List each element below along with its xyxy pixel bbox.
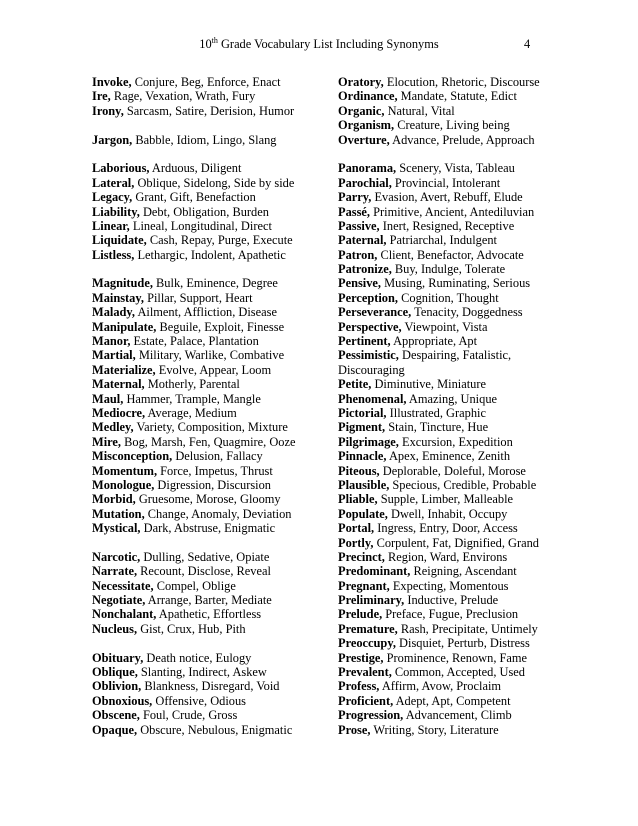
vocab-word: Pigment, — [338, 420, 386, 435]
vocab-synonyms: Arrange, Barter, Mediate — [147, 593, 272, 608]
vocab-entry — [338, 435, 628, 449]
vocab-entry — [338, 176, 628, 190]
vocab-synonyms: Obscure, Nebulous, Enigmatic — [140, 722, 293, 737]
vocab-entry — [338, 233, 628, 247]
vocab-word: Preoccupy, — [338, 636, 396, 651]
vocab-synonyms: Rash, Precipitate, Untimely — [400, 621, 538, 636]
vocab-word: Narcotic, — [92, 549, 141, 564]
vocab-word: Linear, — [92, 218, 130, 233]
vocab-word: Phenomenal, — [338, 391, 407, 406]
vocab-entry — [338, 305, 628, 319]
vocab-word: Laborious, — [92, 161, 150, 176]
vocab-entry — [338, 262, 628, 276]
vocab-entry — [92, 219, 322, 233]
document-title — [0, 37, 638, 52]
vocab-word: Profess, — [338, 679, 380, 694]
vocab-entry — [92, 464, 322, 478]
vocab-synonyms: Estate, Palace, Plantation — [133, 334, 259, 349]
vocab-synonyms: Cognition, Thought — [401, 290, 499, 305]
vocab-word: Parochial, — [338, 175, 392, 190]
vocab-synonyms: Region, Ward, Environs — [388, 549, 508, 564]
vocab-word: Materialize, — [92, 362, 156, 377]
title-text: Grade Vocabulary List Including Synonyms — [217, 37, 439, 51]
vocab-entry — [338, 406, 628, 420]
vocab-synonyms: Advancement, Climb — [405, 708, 512, 723]
page-number: 4 — [524, 37, 531, 51]
vocab-synonyms: Client, Benefactor, Advocate — [380, 247, 524, 262]
vocab-synonyms: Motherly, Parental — [147, 377, 240, 392]
vocab-word: Martial, — [92, 348, 136, 363]
vocab-synonyms: Diminutive, Miniature — [374, 377, 486, 392]
vocab-synonyms: Adept, Apt, Competent — [395, 693, 511, 708]
vocab-word: Progression, — [338, 708, 404, 723]
vocab-synonyms: Lethargic, Indolent, Apathetic — [137, 247, 286, 262]
vocab-synonyms: Disquiet, Perturb, Distress — [399, 636, 530, 651]
vocab-word: Malady, — [92, 305, 136, 320]
vocab-entry — [338, 392, 628, 406]
vocab-synonyms: Despairing, Fatalistic, — [402, 348, 512, 363]
vocab-entry — [338, 161, 628, 175]
vocab-entry — [338, 420, 628, 434]
vocab-synonyms: Bog, Marsh, Fen, Quagmire, Ooze — [124, 434, 296, 449]
vocab-entry — [338, 521, 628, 535]
vocab-synonyms: Death notice, Eulogy — [146, 650, 252, 665]
vocab-synonyms: Primitive, Ancient, Antediluvian — [373, 204, 535, 219]
vocab-entry — [92, 348, 322, 362]
vocab-synonyms: Conjure, Beg, Enforce, Enact — [134, 75, 281, 89]
vocab-entry — [92, 305, 322, 319]
vocab-word: Proficient, — [338, 693, 394, 708]
vocab-synonyms: Mandate, Statute, Edict — [400, 89, 517, 104]
right-vocabulary-column — [338, 75, 628, 737]
vocab-word: Paternal, — [338, 233, 387, 248]
vocab-word: Jargon, — [92, 132, 133, 147]
vocab-entry — [338, 377, 628, 391]
vocab-synonyms: Apathetic, Effortless — [158, 607, 262, 622]
vocab-word: Legacy, — [92, 190, 133, 205]
vocab-word: Obscene, — [92, 708, 140, 723]
vocab-word: Perspective, — [338, 319, 402, 334]
vocab-synonyms: Slanting, Indirect, Askew — [140, 665, 267, 680]
vocab-synonyms: Supple, Limber, Malleable — [380, 492, 514, 507]
vocab-word: Manipulate, — [92, 319, 157, 334]
vocab-synonyms: Ingress, Entry, Door, Access — [377, 521, 518, 536]
vocab-word: Liquidate, — [92, 233, 147, 248]
vocab-word: Parry, — [338, 190, 372, 205]
vocab-entry — [92, 104, 322, 118]
vocab-synonyms: Digression, Discursion — [157, 477, 271, 492]
vocab-synonyms: Rage, Vexation, Wrath, Fury — [113, 89, 256, 104]
vocab-entry — [338, 205, 628, 219]
vocab-synonyms: Babble, Idiom, Lingo, Slang — [135, 132, 277, 147]
vocab-synonyms: Gruesome, Morose, Gloomy — [138, 492, 281, 507]
vocab-entry — [338, 104, 628, 118]
vocab-word: Plausible, — [338, 477, 390, 492]
vocab-synonyms: Provincial, Intolerant — [394, 175, 501, 190]
vocab-synonyms: Writing, Story, Literature — [373, 722, 499, 737]
vocab-entry — [92, 176, 322, 190]
vocab-word: Prevalent, — [338, 665, 392, 680]
vocab-word: Panorama, — [338, 161, 397, 176]
vocab-synonyms: Inert, Resigned, Receptive — [382, 218, 515, 233]
vocab-word: Maul, — [92, 391, 124, 406]
vocab-word: Pliable, — [338, 492, 378, 507]
vocab-word: Magnitude, — [92, 276, 153, 291]
vocab-word: Oratory, — [338, 75, 384, 89]
vocab-entry — [338, 708, 628, 722]
vocab-synonyms: Average, Medium — [147, 405, 237, 420]
vocab-word: Pessimistic, — [338, 348, 399, 363]
vocab-entry — [92, 449, 322, 463]
vocab-entry — [92, 435, 322, 449]
vocab-word: Pinnacle, — [338, 449, 387, 464]
vocab-synonyms: Lineal, Longitudinal, Direct — [132, 218, 272, 233]
vocab-word: Portly, — [338, 535, 374, 550]
vocab-entry — [92, 420, 322, 434]
vocab-entry — [338, 492, 628, 506]
vocab-entry — [338, 636, 628, 650]
vocab-entry — [92, 622, 322, 636]
vocab-word: Opaque, — [92, 722, 138, 737]
left-vocabulary-column — [92, 75, 322, 737]
vocab-synonyms: Inductive, Prelude — [407, 593, 499, 608]
vocab-synonyms: Tenacity, Doggedness — [414, 305, 523, 320]
title-ordinal-suffix: th — [211, 35, 218, 45]
vocab-entry — [92, 392, 322, 406]
vocab-entry — [338, 363, 628, 377]
vocab-word: Pregnant, — [338, 578, 390, 593]
title-number: 10 — [199, 37, 212, 51]
vocab-word: Portal, — [338, 521, 375, 536]
vocab-synonyms: Blankness, Disregard, Void — [144, 679, 280, 694]
vocab-synonyms: Sarcasm, Satire, Derision, Humor — [126, 103, 295, 118]
vocab-entry — [92, 679, 322, 693]
vocab-word: Prelude, — [338, 607, 383, 622]
vocab-entry — [92, 334, 322, 348]
vocab-word: Necessitate, — [92, 578, 154, 593]
vocab-entry — [338, 507, 628, 521]
vocab-entry — [92, 694, 322, 708]
vocab-synonyms: Apex, Eminence, Zenith — [388, 449, 511, 464]
vocab-entry — [338, 118, 628, 132]
vocab-entry — [92, 190, 322, 204]
vocab-synonyms: Compel, Oblige — [156, 578, 236, 593]
vocab-entry — [338, 651, 628, 665]
vocab-word: Oblivion, — [92, 679, 142, 694]
vocab-entry — [338, 464, 628, 478]
vocab-word: Irony, — [92, 103, 124, 118]
vocab-entry — [338, 564, 628, 578]
vocab-word: Mystical, — [92, 521, 141, 536]
vocab-synonyms: Pillar, Support, Heart — [147, 290, 253, 305]
vocab-word: Mutation, — [92, 506, 145, 521]
vocab-word: Premature, — [338, 621, 398, 636]
vocab-synonyms: Natural, Vital — [387, 103, 455, 118]
vocab-word: Momentum, — [92, 463, 158, 478]
vocab-word: Listless, — [92, 247, 135, 262]
vocab-synonyms: Change, Anomaly, Deviation — [147, 506, 292, 521]
vocab-word: Prestige, — [338, 650, 384, 665]
vocab-word: Mediocre, — [92, 405, 146, 420]
vocab-entry — [338, 334, 628, 348]
vocab-entry — [338, 679, 628, 693]
vocab-synonyms: Creature, Living being — [397, 118, 510, 133]
vocab-entry — [92, 579, 322, 593]
vocab-word: Narrate, — [92, 564, 138, 579]
vocab-synonyms: Cash, Repay, Purge, Execute — [149, 233, 293, 248]
vocab-synonyms: Deplorable, Doleful, Morose — [382, 463, 526, 478]
vocab-synonyms: Scenery, Vista, Tableau — [399, 161, 515, 176]
vocab-word: Pertinent, — [338, 334, 391, 349]
vocab-word: Preliminary, — [338, 593, 405, 608]
vocab-synonyms: Evasion, Avert, Rebuff, Elude — [374, 190, 523, 205]
vocab-entry — [338, 248, 628, 262]
vocab-word: Liability, — [92, 204, 140, 219]
vocab-entry — [338, 276, 628, 290]
vocab-synonyms: Appropriate, Apt — [393, 334, 478, 349]
vocab-synonyms: Offensive, Odious — [155, 693, 246, 708]
vocab-synonyms: Elocution, Rhetoric, Discourse — [386, 75, 540, 89]
vocab-entry — [338, 694, 628, 708]
vocab-word: Predominant, — [338, 564, 411, 579]
vocab-synonyms: Stain, Tincture, Hue — [388, 420, 489, 435]
vocab-entry — [338, 550, 628, 564]
vocab-synonyms: Excursion, Expedition — [402, 434, 513, 449]
vocab-synonyms: Debt, Obligation, Burden — [142, 204, 269, 219]
vocab-entry — [92, 406, 322, 420]
vocab-synonyms: Grant, Gift, Benefaction — [135, 190, 256, 205]
vocab-synonyms: Delusion, Fallacy — [175, 449, 263, 464]
vocab-entry — [92, 276, 322, 290]
vocab-entry — [92, 723, 322, 737]
vocab-entry — [338, 133, 628, 147]
vocab-entry — [338, 190, 628, 204]
vocab-entry — [92, 75, 322, 89]
vocab-word: Passé, — [338, 204, 371, 219]
vocab-synonyms: Variety, Composition, Mixture — [136, 420, 288, 435]
vocab-entry — [338, 593, 628, 607]
vocab-entry — [338, 291, 628, 305]
vocab-entry — [92, 161, 322, 175]
vocab-entry — [92, 377, 322, 391]
vocab-synonyms: Advance, Prelude, Approach — [392, 132, 535, 147]
vocab-synonyms: Bulk, Eminence, Degree — [156, 276, 278, 291]
vocab-word: Obituary, — [92, 650, 144, 665]
vocab-entry — [92, 89, 322, 103]
vocab-synonyms: Prominence, Renown, Fame — [386, 650, 528, 665]
vocab-synonyms: Specious, Credible, Probable — [392, 477, 537, 492]
vocab-synonyms: Musing, Ruminating, Serious — [384, 276, 531, 291]
vocab-word: Ire, — [92, 89, 111, 104]
vocab-synonyms: Ailment, Affliction, Disease — [137, 305, 277, 320]
vocab-synonyms: Illustrated, Graphic — [389, 405, 486, 420]
vocab-synonyms: Evolve, Appear, Loom — [158, 362, 272, 377]
vocab-word: Perseverance, — [338, 305, 412, 320]
vocab-entry — [92, 363, 322, 377]
vocab-synonyms: Recount, Disclose, Reveal — [140, 564, 271, 579]
vocab-synonyms: Dulling, Sedative, Opiate — [143, 549, 270, 564]
vocab-word: Mire, — [92, 434, 122, 449]
vocab-entry — [92, 550, 322, 564]
vocab-entry — [92, 607, 322, 621]
vocab-entry — [92, 205, 322, 219]
vocab-word: Overture, — [338, 132, 390, 147]
vocab-word: Morbid, — [92, 492, 136, 507]
vocab-synonyms: Foul, Crude, Gross — [142, 708, 238, 723]
vocab-entry — [338, 723, 628, 737]
vocab-synonyms: Discouraging — [338, 362, 405, 377]
vocab-word: Mainstay, — [92, 290, 144, 305]
vocab-entry — [92, 708, 322, 722]
vocab-word: Passive, — [338, 218, 380, 233]
vocab-entry — [338, 449, 628, 463]
vocab-entry — [338, 478, 628, 492]
vocab-synonyms: Dwell, Inhabit, Occupy — [391, 506, 508, 521]
vocab-word: Lateral, — [92, 175, 135, 190]
vocab-word: Maternal, — [92, 377, 145, 392]
vocab-word: Perception, — [338, 290, 398, 305]
vocab-entry — [92, 593, 322, 607]
vocab-synonyms: Arduous, Diligent — [151, 161, 242, 176]
vocab-synonyms: Expecting, Momentous — [392, 578, 509, 593]
vocab-word: Populate, — [338, 506, 388, 521]
vocab-word: Precinct, — [338, 549, 385, 564]
vocab-synonyms: Hammer, Trample, Mangle — [126, 391, 261, 406]
vocab-word: Negotiate, — [92, 593, 146, 608]
vocab-word: Nucleus, — [92, 621, 138, 636]
vocab-synonyms: Force, Impetus, Thrust — [160, 463, 273, 478]
vocab-entry — [338, 219, 628, 233]
vocab-entry — [338, 579, 628, 593]
vocab-word: Oblique, — [92, 665, 138, 680]
vocab-synonyms: Reigning, Ascendant — [413, 564, 517, 579]
vocab-entry — [338, 348, 628, 362]
vocab-word: Misconception, — [92, 449, 173, 464]
vocab-word: Pictorial, — [338, 405, 387, 420]
vocab-entry — [92, 291, 322, 305]
vocab-entry — [92, 320, 322, 334]
vocab-word: Pensive, — [338, 276, 382, 291]
vocab-entry — [92, 248, 322, 262]
vocab-word: Manor, — [92, 334, 131, 349]
vocab-entry — [338, 75, 628, 89]
vocab-entry — [338, 607, 628, 621]
vocab-synonyms: Dark, Abstruse, Enigmatic — [143, 521, 276, 536]
vocab-synonyms: Amazing, Unique — [408, 391, 498, 406]
vocab-word: Patron, — [338, 247, 378, 262]
vocab-entry — [338, 320, 628, 334]
vocab-synonyms: Oblique, Sidelong, Side by side — [137, 175, 295, 190]
vocab-entry — [92, 133, 322, 147]
vocab-synonyms: Gist, Crux, Hub, Pith — [140, 621, 246, 636]
vocab-entry — [92, 492, 322, 506]
vocab-word: Ordinance, — [338, 89, 398, 104]
vocab-word: Invoke, — [92, 75, 132, 89]
vocab-word: Patronize, — [338, 262, 392, 277]
vocab-entry — [92, 521, 322, 535]
page-header — [0, 37, 638, 55]
vocab-entry — [338, 89, 628, 103]
vocab-synonyms: Corpulent, Fat, Dignified, Grand — [376, 535, 539, 550]
vocab-word: Petite, — [338, 377, 372, 392]
vocab-entry — [338, 536, 628, 550]
vocab-word: Monologue, — [92, 477, 155, 492]
vocab-word: Piteous, — [338, 463, 380, 478]
vocab-word: Nonchalant, — [92, 607, 157, 622]
vocab-entry — [338, 622, 628, 636]
vocab-synonyms: Affirm, Avow, Proclaim — [381, 679, 502, 694]
vocab-entry — [92, 507, 322, 521]
vocab-entry — [92, 651, 322, 665]
vocab-entry — [92, 564, 322, 578]
vocab-word: Prose, — [338, 722, 371, 737]
vocab-synonyms: Beguile, Exploit, Finesse — [159, 319, 285, 334]
vocab-word: Pilgrimage, — [338, 434, 399, 449]
vocab-synonyms: Common, Accepted, Used — [394, 665, 525, 680]
vocab-word: Medley, — [92, 420, 134, 435]
vocab-entry — [92, 665, 322, 679]
vocab-entry — [92, 478, 322, 492]
vocab-synonyms: Preface, Fugue, Preclusion — [385, 607, 519, 622]
vocab-word: Obnoxious, — [92, 693, 153, 708]
vocab-synonyms: Military, Warlike, Combative — [138, 348, 285, 363]
vocab-entry — [92, 233, 322, 247]
vocab-word: Organism, — [338, 118, 395, 133]
vocab-synonyms: Buy, Indulge, Tolerate — [394, 262, 506, 277]
vocab-synonyms: Patriarchal, Indulgent — [389, 233, 497, 248]
vocab-word: Organic, — [338, 103, 385, 118]
vocab-entry — [338, 665, 628, 679]
vocab-synonyms: Viewpoint, Vista — [404, 319, 488, 334]
